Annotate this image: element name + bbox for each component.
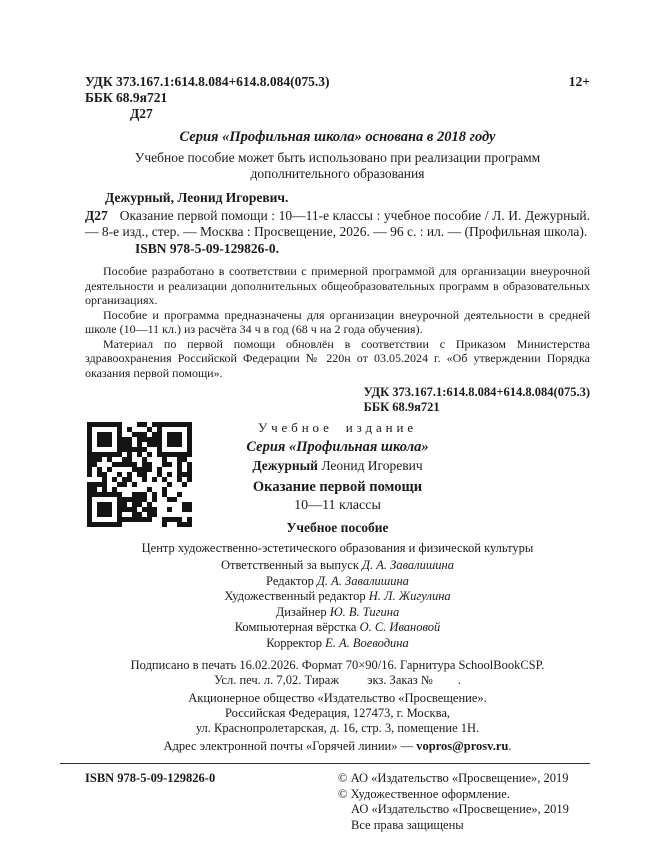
author-heading: Дежурный, Леонид Игоревич. xyxy=(105,189,289,205)
credit-role: Компьютерная вёрстка xyxy=(234,620,360,635)
credit-name: Д. А. Завалишина xyxy=(316,573,409,588)
credit-name: Ю. В. Тигина xyxy=(329,604,400,619)
edition-type: Учебное издание xyxy=(257,420,418,436)
isbn-line: ISBN 978-5-09-129826-0. xyxy=(135,241,279,257)
classifier-repeat-block xyxy=(85,385,590,415)
classifier-header-row xyxy=(85,74,590,90)
publisher-address-2: ул. Краснопролетарская, д. 16, стр. 3, помещение 1Н. xyxy=(195,721,480,736)
hotline-email: vopros@prosv.ru xyxy=(416,739,509,754)
credit-row xyxy=(85,620,590,636)
credit-role: Художественный редактор xyxy=(224,589,369,604)
udk-code: УДК 373.167.1:614.8.084+614.8.084(075.3) xyxy=(85,74,330,89)
hotline-email-label: Адрес электронной почты «Горячей линии» — xyxy=(163,739,417,754)
copyright-line: Все права защищены xyxy=(351,817,464,832)
credit-name: Д. А. Завалишина xyxy=(362,558,455,573)
annotation-paragraph-2: Пособие и программа предназначены для организации внеурочной деятельности в средней школе (10—11 кл.) из расчёта 34 ч в год (68 ч на 2 года обучения). xyxy=(85,307,590,337)
edition-series: Серия «Профильная школа» xyxy=(246,438,429,455)
credit-role: Дизайнер xyxy=(275,604,330,619)
copyright-line: © АО «Издательство «Просвещение», 2019 xyxy=(338,771,569,786)
catalog-description: Оказание первой помощи : 10—11-е классы : учебное пособие / Л. И. Дежурный. — 8-е изд., стер. — Москва : Просвещение, 2026. — 96 с. : ил. — (Профильная школа). xyxy=(85,207,590,239)
footer-isbn: ISBN 978-5-09-129826-0 xyxy=(85,771,216,786)
catalog-entry xyxy=(85,208,590,240)
annotation-paragraph-3: Материал по первой помощи обновлён в соответствии с Приказом Министерства здравоохранения Российской Федерации № 220н от 03.05.2024 г. «Об утверждении Порядка оказания первой помощи». xyxy=(85,336,590,380)
edition-subtitle: Учебное пособие xyxy=(286,520,389,536)
edition-grades: 10—11 классы xyxy=(294,497,381,513)
hotline-email-period: . xyxy=(508,739,512,754)
publisher-name: Акционерное общество «Издательство «Просвещение». xyxy=(188,691,487,706)
credit-row xyxy=(85,589,590,605)
credit-row xyxy=(85,605,590,621)
bbk-code: ББК 68.9я721 xyxy=(85,89,168,105)
credit-role: Корректор xyxy=(266,635,326,650)
series-founded-note: Серия «Профильная школа» основана в 2018 году xyxy=(179,128,496,145)
credits-list xyxy=(85,558,590,651)
catalog-code: Д27 xyxy=(85,207,108,223)
print-run-line: Усл. печ. л. 7,02. Тираж экз. Заказ № . xyxy=(214,673,461,688)
edition-title: Оказание первой помощи xyxy=(252,478,423,495)
annotation-paragraph-1: Пособие разработано в соответствии с примерной программой для организации внеурочной деятельности и реализации дополнительных общеобразовательных программ в образовательных организациях. xyxy=(85,264,590,308)
credit-row xyxy=(85,636,590,652)
credit-role: Редактор xyxy=(266,573,317,588)
publisher-address-1: Российская Федерация, 127473, г. Москва, xyxy=(225,706,450,721)
divider xyxy=(60,763,590,764)
imprint-block xyxy=(85,658,590,754)
qr-code xyxy=(87,422,192,527)
credit-row xyxy=(85,558,590,574)
copyright-footer xyxy=(85,771,590,833)
print-info-line: Подписано в печать 16.02.2026. Формат 70×90/16. Гарнитура SchoolBookCSP. xyxy=(130,658,545,673)
edition-block xyxy=(85,420,590,651)
credit-name: О. С. Ивановой xyxy=(359,620,441,635)
bbk-code-repeat: ББК 68.9я721 xyxy=(363,400,440,415)
hotline-email-line xyxy=(85,739,590,754)
age-rating-badge: 12+ xyxy=(568,74,590,89)
credit-row xyxy=(85,574,590,590)
credit-role: Ответственный за выпуск xyxy=(220,558,363,573)
edition-author-lastname: Дежурный xyxy=(252,457,318,473)
classifier-code: Д27 xyxy=(130,105,153,121)
copyright-line: © Художественное оформление. xyxy=(338,786,510,801)
usage-note: Учебное пособие может быть использовано при реализации программ дополнительного образования xyxy=(134,149,541,181)
credit-name: Е. А. Воеводина xyxy=(325,635,409,650)
edition-author-names: Леонид Игоревич xyxy=(321,457,423,473)
qr-code-image xyxy=(87,422,192,527)
credit-name: Н. Л. Жигулина xyxy=(368,589,451,604)
udk-code-repeat: УДК 373.167.1:614.8.084+614.8.084(075.3) xyxy=(363,385,590,400)
copyright-line: АО «Издательство «Просвещение», 2019 xyxy=(351,802,569,817)
edition-center-name: Центр художественно-эстетического образования и физической культуры xyxy=(141,541,534,556)
copyright-block xyxy=(338,771,590,833)
